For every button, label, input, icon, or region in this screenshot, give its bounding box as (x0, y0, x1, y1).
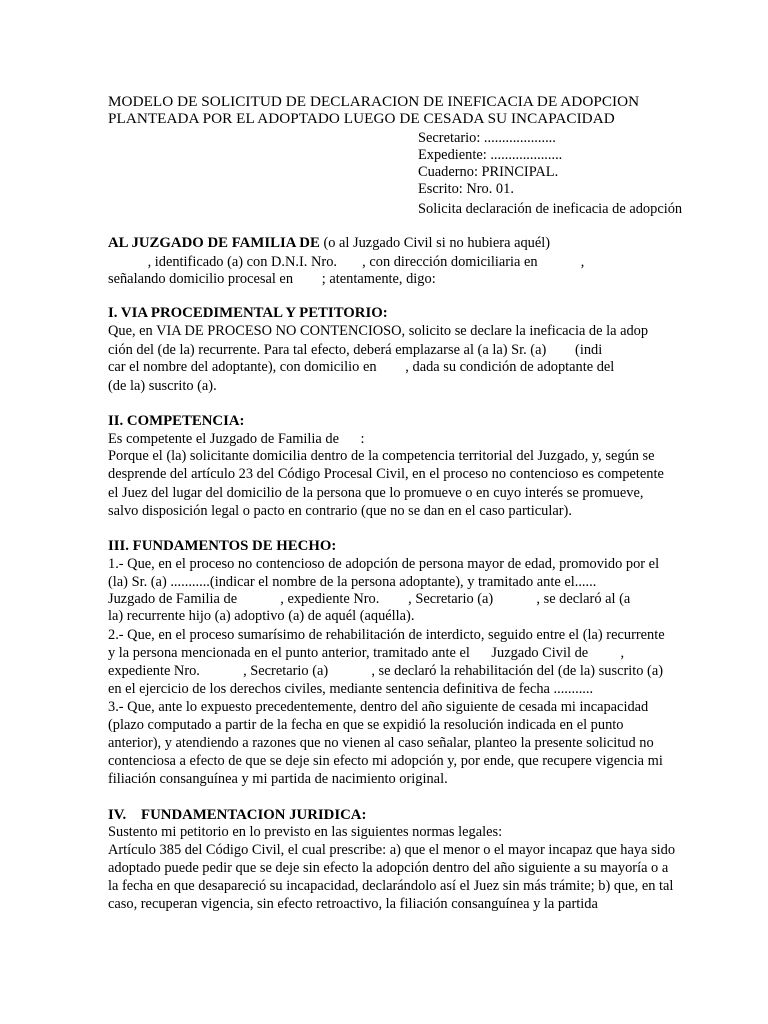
section-text-line: Que, en VIA DE PROCESO NO CONTENCIOSO, solicito se declare la ineficacia de la adop (108, 323, 649, 339)
section-text-line: Sustento mi petitorio en lo previsto en las siguientes normas legales: (108, 824, 503, 840)
section-text-line: Porque el (la) solicitante domicilia dentro de la competencia territorial del Juzgado, y, según se (108, 448, 655, 464)
section-text-line: contenciosa a efecto de que se deje sin efecto mi adopción y, por ende, que recupere vigencia mi (108, 753, 663, 769)
section-text-line: en el ejercicio de los derechos civiles, mediante sentencia definitiva de fecha ........... (108, 681, 594, 697)
addressee-domicile: señalando domicilio procesal en ; atentamente, digo: (108, 271, 436, 287)
section-text-line: 1.- Que, en el proceso no contencioso de adopción de persona mayor de edad, promovido por el (108, 556, 660, 572)
section-text-line: (de la) suscrito (a). (108, 378, 217, 394)
section-heading: I. VIA PROCEDIMENTAL Y PETITORIO: (108, 305, 388, 321)
section-text-line: anterior), y atendiendo a razones que no vienen al caso señalar, planteo la presente solicitud no (108, 735, 654, 751)
section-text-line: caso, recuperan vigencia, sin efecto retroactivo, la filiación consanguínea y la partida (108, 896, 598, 912)
section-text-line: (la) Sr. (a) ...........(indicar el nombre de la persona adoptante), y tramitado ante el...... (108, 574, 597, 590)
section-text-line: car el nombre del adoptante), con domicilio en , dada su condición de adoptante del (108, 359, 615, 375)
section-heading: IV. FUNDAMENTACION JURIDICA: (108, 807, 367, 823)
section-text-line: 3.- Que, ante lo expuesto precedentemente, dentro del año siguiente de cesada mi incapacidad (108, 699, 649, 715)
section-text-line: Artículo 385 del Código Civil, el cual prescribe: a) que el menor o el mayor incapaz que haya sido (108, 842, 676, 858)
section-text-line: ción del (de la) recurrente. Para tal efecto, deberá emplazarse al (a la) Sr. (a) (indi (108, 342, 603, 358)
header-secretario: Secretario: .................... (418, 130, 556, 146)
addressee-court: AL JUZGADO DE FAMILIA DE (108, 235, 320, 251)
section-text-line: expediente Nro. , Secretario (a) , se declaró la rehabilitación del (de la) suscrito (a) (108, 663, 664, 679)
section-text-line: desprende del artículo 23 del Código Procesal Civil, en el proceso no contencioso es competente (108, 466, 664, 482)
header-escrito: Escrito: Nro. 01. (418, 181, 514, 197)
section-text-line: Juzgado de Familia de , expediente Nro. , Secretario (a) , se declaró al (a (108, 591, 631, 607)
section-text-line: adoptado puede pedir que se deje sin efecto la adopción dentro del año siguiente a su mayoría o a (108, 860, 669, 876)
section-text-line: Es competente el Juzgado de Familia de : (108, 431, 365, 447)
header-cuaderno: Cuaderno: PRINCIPAL. (418, 164, 559, 180)
section-text-line: la fecha en que desapareció su incapacidad, declarándolo así el Juez sin más trámite; b) que, en tal (108, 878, 674, 894)
section-text-line: salvo disposición legal o pacto en contrario (que no se dan en el caso particular). (108, 503, 572, 519)
section-heading: II. COMPETENCIA: (108, 413, 245, 429)
header-sumilla: Solicita declaración de ineficacia de adopción (418, 201, 683, 217)
header-expediente: Expediente: .................... (418, 147, 563, 163)
section-text-line: la) recurrente hijo (a) adoptivo (a) de aquél (aquélla). (108, 608, 415, 624)
section-text-line: el Juez del lugar del domicilio de la persona que lo promueve o en cuyo interés se promueve, (108, 485, 644, 501)
section-text-line: y la persona mencionada en el punto anterior, tramitado ante el Juzgado Civil de , (108, 645, 625, 661)
document-title-line-1: MODELO DE SOLICITUD DE DECLARACION DE INEFICACIA DE ADOPCION (108, 93, 640, 110)
document-title-line-2: PLANTEADA POR EL ADOPTADO LUEGO DE CESADA SU INCAPACIDAD (108, 110, 615, 127)
section-heading: III. FUNDAMENTOS DE HECHO: (108, 538, 337, 554)
section-text-line: 2.- Que, en el proceso sumarísimo de rehabilitación de interdicto, seguido entre el (la) recurrente (108, 627, 665, 643)
addressee-identification: , identificado (a) con D.N.I. Nro. , con dirección domiciliaria en , (108, 254, 585, 270)
addressee-note: (o al Juzgado Civil si no hubiera aquél) (319, 235, 551, 251)
addressee-line (108, 234, 550, 252)
section-text-line: (plazo computado a partir de la fecha en que se expidió la resolución indicada en el punto (108, 717, 624, 733)
section-text-line: filiación consanguínea y mi partida de nacimiento original. (108, 771, 448, 787)
